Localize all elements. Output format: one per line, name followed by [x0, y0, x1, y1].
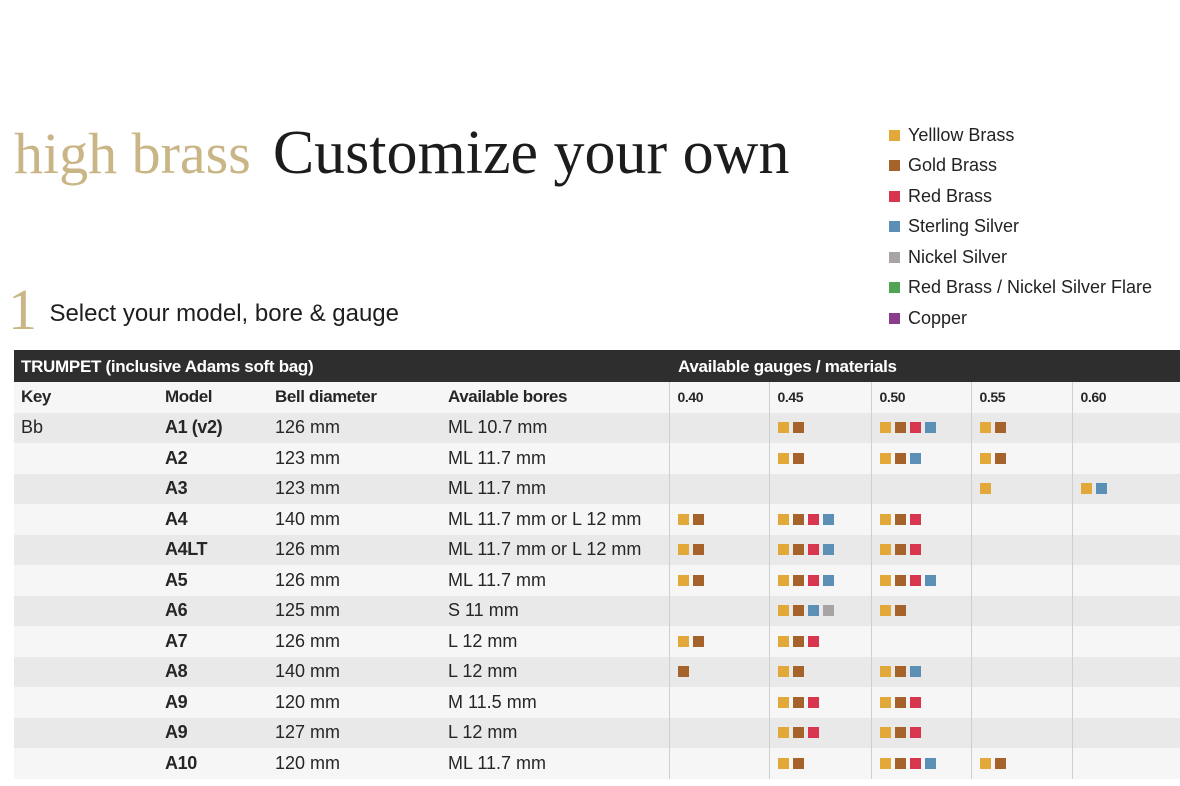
- model-cell: A10: [165, 748, 275, 779]
- material-swatch: [995, 422, 1006, 433]
- model-cell: A4: [165, 504, 275, 535]
- key-cell: [14, 748, 165, 779]
- table-row: [14, 687, 1180, 718]
- material-swatch: [980, 483, 991, 494]
- key-cell: [14, 718, 165, 749]
- gauge-cell: [971, 565, 1072, 596]
- model-cell: A3: [165, 474, 275, 505]
- model-cell: A8: [165, 657, 275, 688]
- material-swatch: [693, 575, 704, 586]
- gauge-cell: [769, 474, 871, 505]
- gauge-cell: [971, 748, 1072, 779]
- bell-cell: 125 mm: [275, 596, 448, 627]
- legend-label: Nickel Silver: [908, 246, 1008, 267]
- key-cell: [14, 626, 165, 657]
- material-swatch: [880, 544, 891, 555]
- gauge-cell: [1072, 565, 1180, 596]
- bore-cell: ML 11.7 mm: [448, 474, 669, 505]
- gauge-cell: [669, 687, 769, 718]
- column-header: Model: [165, 382, 275, 413]
- bell-cell: 126 mm: [275, 413, 448, 444]
- material-swatch: [880, 666, 891, 677]
- material-swatch: [910, 453, 921, 464]
- material-swatch: [778, 666, 789, 677]
- material-swatch: [980, 422, 991, 433]
- material-swatch: [808, 727, 819, 738]
- gauge-cell: [1072, 535, 1180, 566]
- material-swatch: [925, 422, 936, 433]
- gauge-cell: [1072, 596, 1180, 627]
- material-swatch: [925, 758, 936, 769]
- material-swatch: [895, 544, 906, 555]
- gauge-cell: [669, 657, 769, 688]
- gauge-header: 0.45: [769, 382, 871, 413]
- step-number: 1: [8, 277, 37, 342]
- gauge-header: 0.55: [971, 382, 1072, 413]
- column-header: Available bores: [448, 382, 669, 413]
- gauge-cell: [1072, 504, 1180, 535]
- material-swatch: [980, 758, 991, 769]
- page-title: [14, 118, 789, 189]
- material-swatch: [910, 666, 921, 677]
- material-swatch: [880, 514, 891, 525]
- model-cell: A6: [165, 596, 275, 627]
- gauge-cell: [669, 565, 769, 596]
- gauge-cell: [871, 565, 971, 596]
- bore-cell: ML 11.7 mm or L 12 mm: [448, 504, 669, 535]
- gauge-cell: [1072, 626, 1180, 657]
- legend-swatch: [889, 221, 900, 232]
- model-table: [14, 350, 1180, 779]
- gauge-cell: [669, 535, 769, 566]
- material-swatch: [778, 758, 789, 769]
- material-swatch: [995, 758, 1006, 769]
- gauge-cell: [871, 626, 971, 657]
- material-swatch: [778, 575, 789, 586]
- material-swatch: [910, 758, 921, 769]
- legend-item: [889, 273, 1152, 304]
- material-swatch: [778, 544, 789, 555]
- gauge-cell: [971, 504, 1072, 535]
- trumpet-table: [14, 382, 1180, 779]
- bore-cell: ML 11.7 mm or L 12 mm: [448, 535, 669, 566]
- gauge-cell: [669, 504, 769, 535]
- legend-item: [889, 303, 1152, 334]
- gauge-cell: [1072, 748, 1180, 779]
- column-header-row: [14, 382, 1180, 413]
- key-cell: Bb: [14, 413, 165, 444]
- material-swatch: [1096, 483, 1107, 494]
- legend-label: Sterling Silver: [908, 216, 1020, 237]
- step-text: Select your model, bore & gauge: [49, 299, 399, 327]
- material-swatch: [678, 544, 689, 555]
- material-swatch: [925, 575, 936, 586]
- bore-cell: ML 11.7 mm: [448, 748, 669, 779]
- material-swatch: [808, 697, 819, 708]
- key-cell: [14, 504, 165, 535]
- gauge-cell: [669, 718, 769, 749]
- gauge-cell: [669, 626, 769, 657]
- material-swatch: [895, 605, 906, 616]
- bore-cell: L 12 mm: [448, 718, 669, 749]
- material-swatch: [880, 575, 891, 586]
- gauge-cell: [769, 626, 871, 657]
- gauge-cell: [871, 596, 971, 627]
- material-swatch: [823, 575, 834, 586]
- gauge-cell: [769, 687, 871, 718]
- material-swatch: [678, 575, 689, 586]
- material-swatch: [895, 453, 906, 464]
- material-swatch: [895, 666, 906, 677]
- key-cell: [14, 474, 165, 505]
- key-cell: [14, 687, 165, 718]
- bell-cell: 123 mm: [275, 474, 448, 505]
- gauge-cell: [871, 443, 971, 474]
- bell-cell: 126 mm: [275, 565, 448, 596]
- gauge-cell: [871, 687, 971, 718]
- gauge-cell: [769, 657, 871, 688]
- bell-cell: 126 mm: [275, 626, 448, 657]
- material-swatch: [880, 758, 891, 769]
- material-swatch: [808, 544, 819, 555]
- material-swatch: [880, 453, 891, 464]
- gauge-cell: [669, 596, 769, 627]
- gauge-cell: [971, 718, 1072, 749]
- material-swatch: [910, 727, 921, 738]
- key-cell: [14, 443, 165, 474]
- bell-cell: 120 mm: [275, 687, 448, 718]
- material-swatch: [823, 544, 834, 555]
- table-row: [14, 748, 1180, 779]
- key-cell: [14, 657, 165, 688]
- material-swatch: [778, 697, 789, 708]
- column-header: Bell diameter: [275, 382, 448, 413]
- material-swatch: [793, 758, 804, 769]
- material-swatch: [895, 575, 906, 586]
- bore-cell: L 12 mm: [448, 626, 669, 657]
- gauge-cell: [769, 535, 871, 566]
- gauge-cell: [971, 535, 1072, 566]
- material-swatch: [778, 422, 789, 433]
- material-swatch: [910, 514, 921, 525]
- material-swatch: [693, 636, 704, 647]
- gauge-cell: [971, 596, 1072, 627]
- gauge-cell: [669, 413, 769, 444]
- gauge-cell: [769, 718, 871, 749]
- material-swatch: [895, 758, 906, 769]
- material-swatch: [808, 575, 819, 586]
- material-swatch: [778, 636, 789, 647]
- gauge-cell: [1072, 474, 1180, 505]
- step-heading: [8, 276, 399, 343]
- gauge-cell: [871, 718, 971, 749]
- legend-item: [889, 181, 1152, 212]
- gauge-cell: [971, 413, 1072, 444]
- gauge-cell: [769, 504, 871, 535]
- legend-swatch: [889, 252, 900, 263]
- title-main: Customize your own: [272, 119, 790, 187]
- legend-swatch: [889, 282, 900, 293]
- gauge-cell: [871, 535, 971, 566]
- gauge-cell: [971, 443, 1072, 474]
- table-row: [14, 413, 1180, 444]
- material-swatch: [793, 666, 804, 677]
- legend-label: Copper: [908, 307, 968, 328]
- model-cell: A4LT: [165, 535, 275, 566]
- material-swatch: [778, 727, 789, 738]
- material-swatch: [793, 636, 804, 647]
- model-cell: A9: [165, 718, 275, 749]
- bore-cell: ML 11.7 mm: [448, 443, 669, 474]
- legend-label: Gold Brass: [908, 155, 998, 176]
- model-cell: A5: [165, 565, 275, 596]
- material-swatch: [910, 544, 921, 555]
- material-swatch: [995, 453, 1006, 464]
- material-swatch: [823, 605, 834, 616]
- gauge-cell: [971, 626, 1072, 657]
- material-swatch: [895, 697, 906, 708]
- material-swatch: [793, 697, 804, 708]
- gauge-cell: [971, 474, 1072, 505]
- material-swatch: [678, 666, 689, 677]
- material-swatch: [778, 453, 789, 464]
- legend-label: Red Brass / Nickel Silver Flare: [908, 277, 1153, 298]
- table-row: [14, 626, 1180, 657]
- material-swatch: [980, 453, 991, 464]
- material-swatch: [793, 453, 804, 464]
- table-header-bar: [14, 350, 1180, 382]
- material-swatch: [1081, 483, 1092, 494]
- legend-label: Red Brass: [908, 185, 993, 206]
- model-cell: A7: [165, 626, 275, 657]
- material-swatch: [793, 544, 804, 555]
- bore-cell: ML 11.7 mm: [448, 565, 669, 596]
- gauges-title: Available gauges / materials: [678, 357, 897, 376]
- bell-cell: 126 mm: [275, 535, 448, 566]
- material-swatch: [693, 514, 704, 525]
- gauge-cell: [769, 443, 871, 474]
- bell-cell: 140 mm: [275, 657, 448, 688]
- table-row: [14, 657, 1180, 688]
- key-cell: [14, 535, 165, 566]
- gauge-cell: [669, 474, 769, 505]
- material-swatch: [693, 544, 704, 555]
- table-row: [14, 535, 1180, 566]
- material-swatch: [880, 605, 891, 616]
- material-swatch: [808, 514, 819, 525]
- bore-cell: M 11.5 mm: [448, 687, 669, 718]
- bore-cell: S 11 mm: [448, 596, 669, 627]
- model-cell: A1 (v2): [165, 413, 275, 444]
- legend-swatch: [889, 130, 900, 141]
- gauge-cell: [871, 748, 971, 779]
- legend-item: [889, 120, 1152, 151]
- bore-cell: ML 10.7 mm: [448, 413, 669, 444]
- material-swatch: [880, 422, 891, 433]
- legend-item: [889, 242, 1152, 273]
- material-swatch: [778, 605, 789, 616]
- material-swatch: [793, 514, 804, 525]
- gauge-cell: [1072, 687, 1180, 718]
- gauge-cell: [971, 657, 1072, 688]
- table-row: [14, 596, 1180, 627]
- material-swatch: [678, 514, 689, 525]
- gauge-cell: [871, 413, 971, 444]
- section-title: TRUMPET (inclusive Adams soft bag): [21, 357, 314, 376]
- material-swatch: [880, 727, 891, 738]
- table-row: [14, 504, 1180, 535]
- legend-swatch: [889, 160, 900, 171]
- material-swatch: [910, 422, 921, 433]
- gauge-cell: [769, 596, 871, 627]
- model-cell: A9: [165, 687, 275, 718]
- gauge-cell: [769, 748, 871, 779]
- legend-label: Yelllow Brass: [908, 124, 1015, 145]
- gauge-header: 0.40: [669, 382, 769, 413]
- bell-cell: 127 mm: [275, 718, 448, 749]
- material-swatch: [895, 422, 906, 433]
- table-row: [14, 718, 1180, 749]
- material-swatch: [793, 605, 804, 616]
- key-cell: [14, 596, 165, 627]
- gauge-cell: [669, 443, 769, 474]
- legend-item: [889, 151, 1152, 182]
- gauge-cell: [669, 748, 769, 779]
- material-swatch: [895, 727, 906, 738]
- material-swatch: [808, 605, 819, 616]
- gauge-cell: [769, 413, 871, 444]
- legend-swatch: [889, 191, 900, 202]
- bell-cell: 120 mm: [275, 748, 448, 779]
- gauge-cell: [971, 687, 1072, 718]
- bore-cell: L 12 mm: [448, 657, 669, 688]
- gauge-header: 0.60: [1072, 382, 1180, 413]
- gauge-cell: [769, 565, 871, 596]
- material-swatch: [793, 727, 804, 738]
- gauge-cell: [871, 657, 971, 688]
- gauge-cell: [1072, 413, 1180, 444]
- bell-cell: 140 mm: [275, 504, 448, 535]
- table-row: [14, 474, 1180, 505]
- material-swatch: [880, 697, 891, 708]
- gauge-header: 0.50: [871, 382, 971, 413]
- key-cell: [14, 565, 165, 596]
- material-swatch: [678, 636, 689, 647]
- legend-item: [889, 212, 1152, 243]
- material-legend: [889, 120, 1152, 334]
- legend-swatch: [889, 313, 900, 324]
- column-header: Key: [14, 382, 165, 413]
- material-swatch: [808, 636, 819, 647]
- gauge-cell: [1072, 443, 1180, 474]
- title-category: high brass: [14, 121, 251, 186]
- gauge-cell: [1072, 657, 1180, 688]
- table-row: [14, 443, 1180, 474]
- gauge-cell: [871, 504, 971, 535]
- material-swatch: [895, 514, 906, 525]
- bell-cell: 123 mm: [275, 443, 448, 474]
- material-swatch: [910, 575, 921, 586]
- material-swatch: [910, 697, 921, 708]
- gauge-cell: [1072, 718, 1180, 749]
- material-swatch: [823, 514, 834, 525]
- table-row: [14, 565, 1180, 596]
- gauge-cell: [871, 474, 971, 505]
- material-swatch: [793, 575, 804, 586]
- material-swatch: [778, 514, 789, 525]
- model-cell: A2: [165, 443, 275, 474]
- material-swatch: [793, 422, 804, 433]
